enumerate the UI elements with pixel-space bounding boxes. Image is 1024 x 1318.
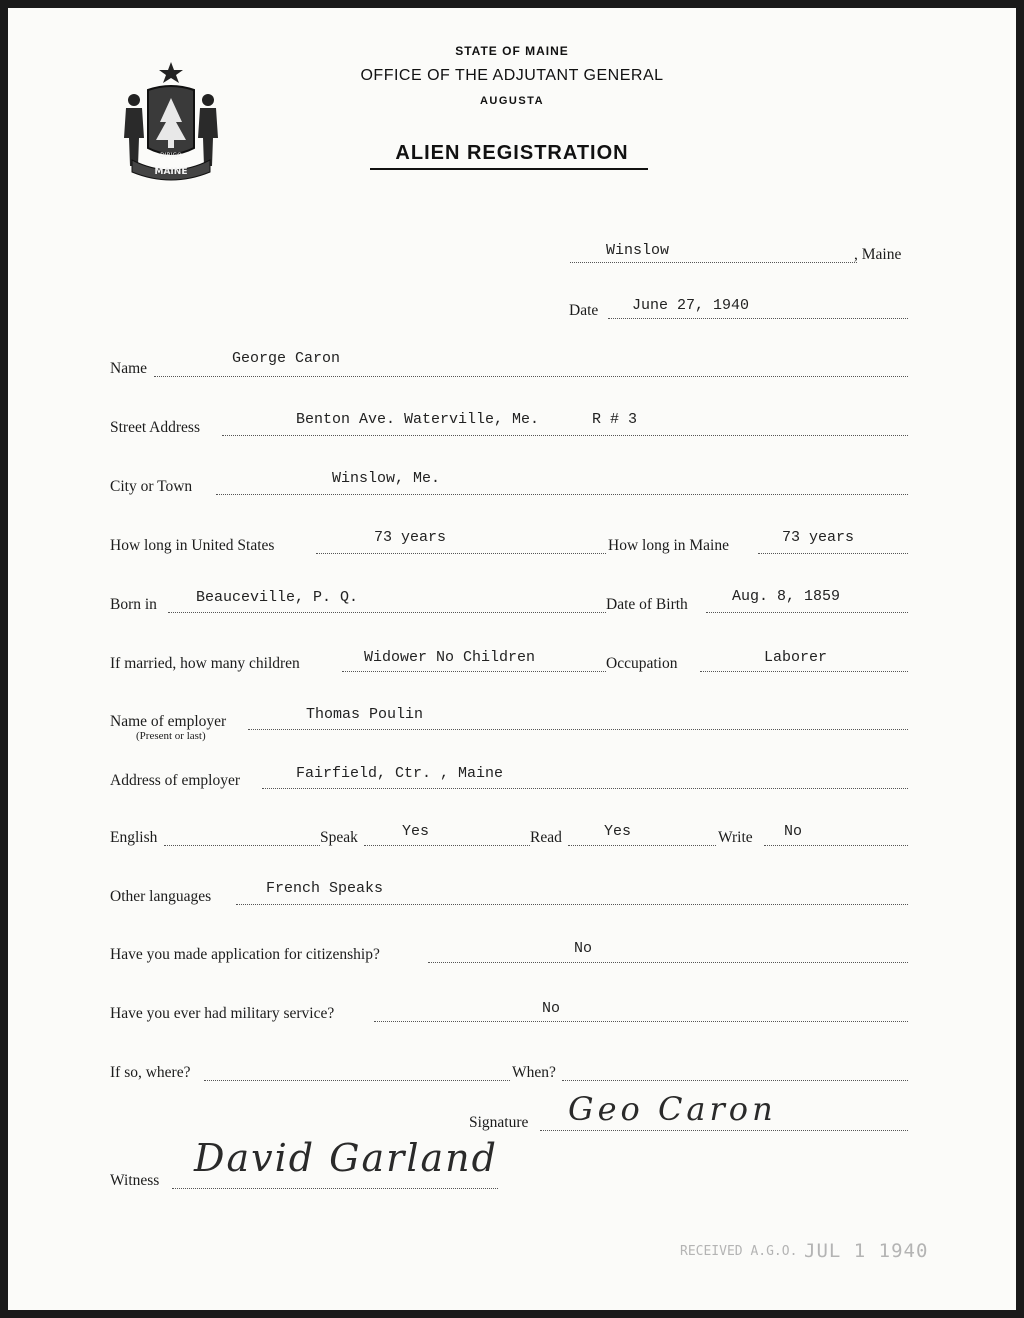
street-value: Benton Ave. Waterville, Me. — [296, 411, 540, 428]
when-line — [562, 1080, 908, 1081]
dob-value: Aug. 8, 1859 — [732, 588, 841, 605]
city-label: City or Town — [110, 478, 193, 495]
employer-label: Name of employer — [110, 713, 227, 730]
svg-text:DIRIGO: DIRIGO — [160, 152, 182, 159]
write-value: No — [784, 823, 803, 840]
date-value: June 27, 1940 — [632, 297, 750, 314]
header-office: OFFICE OF THE ADJUTANT GENERAL — [360, 67, 664, 84]
date-label: Date — [569, 302, 599, 319]
name-line — [154, 376, 908, 377]
when-label: When? — [512, 1064, 556, 1081]
header-city: AUGUSTA — [479, 95, 545, 107]
occupation-value: Laborer — [764, 649, 828, 666]
where-line — [204, 1080, 510, 1081]
other-languages-line — [236, 904, 908, 905]
occupation-line — [700, 671, 908, 672]
svg-text:MAINE: MAINE — [154, 167, 188, 177]
speak-label: Speak — [320, 829, 358, 846]
maine-years-label: How long in Maine — [608, 537, 729, 554]
read-value: Yes — [604, 823, 632, 840]
where-label: If so, where? — [110, 1064, 191, 1081]
employer-value: Thomas Poulin — [306, 706, 424, 723]
maine-years-value: 73 years — [782, 529, 855, 546]
maine-years-line — [758, 553, 908, 554]
children-label: If married, how many children — [110, 655, 300, 672]
occupation-label: Occupation — [606, 655, 678, 672]
witness-line — [172, 1188, 498, 1189]
employer-sublabel: (Present or last) — [136, 730, 206, 742]
read-label: Read — [530, 829, 562, 846]
speak-value: Yes — [402, 823, 430, 840]
write-label: Write — [718, 829, 753, 846]
signature-value: Geo Caron — [568, 1090, 777, 1128]
citizenship-label: Have you made application for citizenship? — [110, 946, 380, 963]
street-line — [222, 435, 908, 436]
town-value: Winslow — [606, 242, 670, 259]
other-languages-value: French Speaks — [266, 880, 384, 897]
name-label: Name — [110, 360, 148, 377]
us-years-label: How long in United States — [110, 537, 275, 554]
born-value: Beauceville, P. Q. — [196, 589, 359, 606]
born-line — [168, 612, 606, 613]
english-line — [164, 845, 320, 846]
citizenship-line — [428, 962, 908, 963]
citizenship-value: No — [574, 940, 593, 957]
employer-line — [248, 729, 908, 730]
name-value: George Caron — [232, 350, 341, 367]
town-suffix: , Maine — [854, 246, 902, 263]
dob-line — [706, 612, 908, 613]
street-label: Street Address — [110, 419, 200, 436]
received-stamp: RECEIVED A.G.O. — [680, 1244, 798, 1259]
page-title: ALIEN REGISTRATION — [395, 142, 629, 164]
city-value: Winslow, Me. — [332, 470, 441, 487]
dob-label: Date of Birth — [606, 596, 688, 613]
read-line — [568, 845, 716, 846]
signature-label: Signature — [469, 1114, 529, 1131]
title-underline — [370, 168, 648, 170]
town-line — [570, 262, 857, 263]
military-label: Have you ever had military service? — [110, 1005, 335, 1022]
military-value: No — [542, 1000, 561, 1017]
children-value: Widower No Children — [364, 649, 536, 666]
children-line — [342, 671, 606, 672]
born-label: Born in — [110, 596, 157, 613]
witness-label: Witness — [110, 1172, 160, 1189]
english-label: English — [110, 829, 158, 846]
employer-address-line — [262, 788, 908, 789]
us-years-value: 73 years — [374, 529, 447, 546]
signature-line — [540, 1130, 908, 1131]
street-route: R # 3 — [592, 411, 638, 428]
other-languages-label: Other languages — [110, 888, 212, 905]
us-years-line — [316, 553, 606, 554]
city-line — [216, 494, 908, 495]
document-page — [8, 8, 1016, 1310]
date-line — [608, 318, 908, 319]
military-line — [374, 1021, 908, 1022]
employer-address-value: Fairfield, Ctr. , Maine — [296, 765, 504, 782]
write-line — [764, 845, 908, 846]
employer-address-label: Address of employer — [110, 772, 240, 789]
header-state: STATE OF MAINE — [455, 44, 569, 58]
received-stamp-date: JUL 1 1940 — [804, 1240, 929, 1262]
speak-line — [364, 845, 530, 846]
witness-value: David Garland — [194, 1136, 498, 1180]
